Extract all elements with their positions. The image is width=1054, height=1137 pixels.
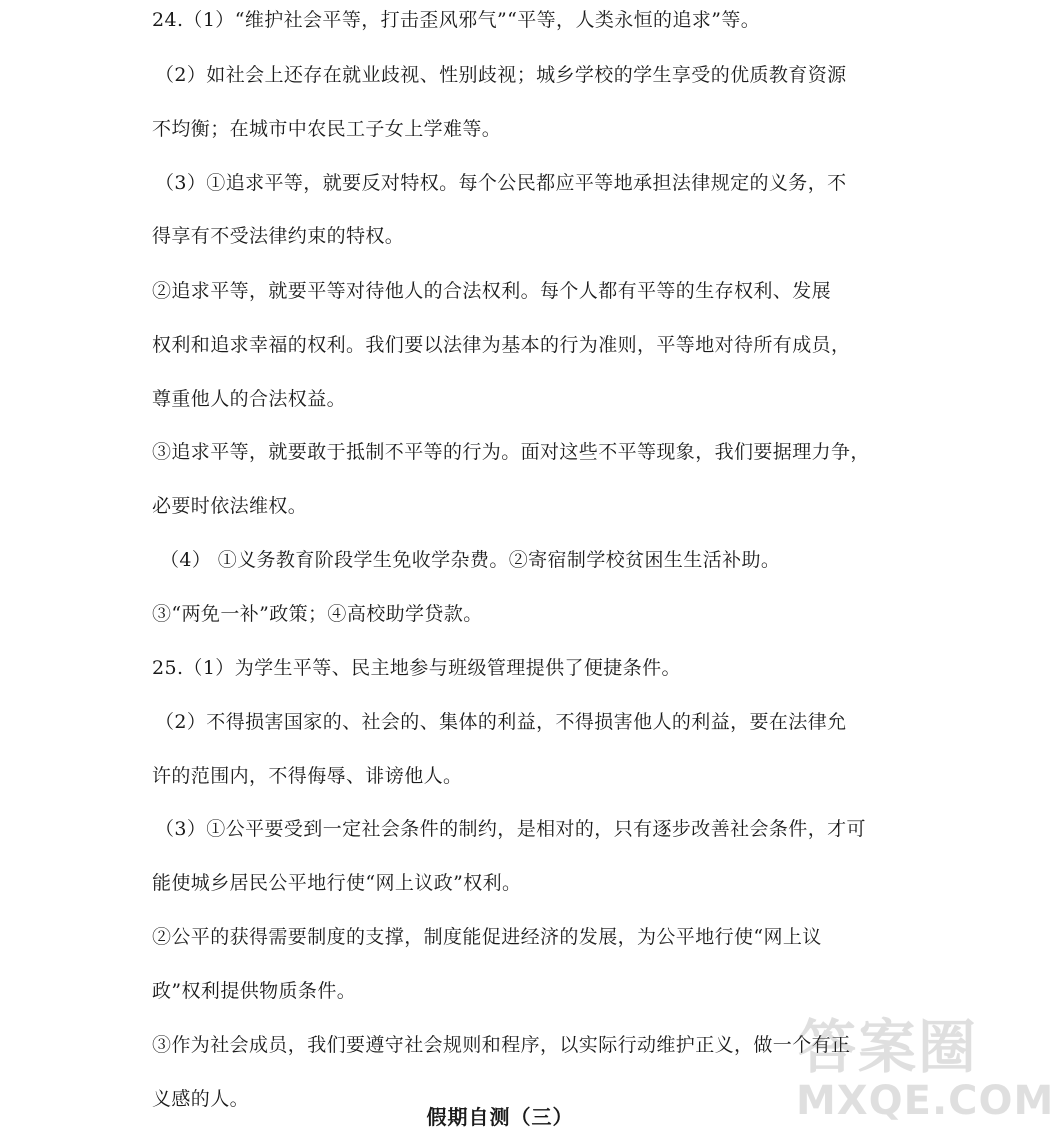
- answer-24-2-line2: 不均衡；在城市中农民工子女上学难等。: [152, 118, 502, 140]
- answer-24-3-point2-line3: 尊重他人的合法权益。: [152, 388, 347, 410]
- answer-25-3-point2-line1: ②公平的获得需要制度的支撑，制度能促进经济的发展，为公平地行使“网上议: [152, 926, 822, 948]
- watermark-bottom-text: MXQE.COM: [796, 1078, 1054, 1124]
- answer-24-1: 24.（1）“维护社会平等，打击歪风邪气”“平等，人类永恒的追求”等。: [152, 9, 761, 31]
- answer-25-3-point2-line2: 政”权利提供物质条件。: [152, 980, 357, 1002]
- answer-25-3-point3-line1: ③作为社会成员，我们要遵守社会规则和程序，以实际行动维护正义，做一个有正: [152, 1034, 851, 1056]
- answer-25-2-line1: （2）不得损害国家的、社会的、集体的利益，不得损害他人的利益，要在法律允: [155, 711, 847, 733]
- page-footer-title: 假期自测（三）: [426, 1105, 574, 1129]
- answer-25-3-line1: （3）①公平要受到一定社会条件的制约，是相对的，只有逐步改善社会条件，才可: [155, 818, 866, 840]
- answer-24-3-line1: （3）①追求平等，就要反对特权。每个公民都应平等地承担法律规定的义务，不: [155, 172, 847, 194]
- answer-25-1: 25.（1）为学生平等、民主地参与班级管理提供了便捷条件。: [152, 657, 681, 679]
- answer-24-3-point3-line2: 必要时依法维权。: [152, 495, 308, 517]
- watermark-logo: [790, 1000, 1054, 1132]
- answer-24-3-line2: 得享有不受法律约束的特权。: [152, 225, 405, 247]
- answer-24-3-point3-line1: ③追求平等，就要敢于抵制不平等的行为。面对这些不平等现象，我们要据理力争，: [152, 441, 870, 463]
- answer-25-3-point3-line2: 义感的人。: [152, 1088, 250, 1110]
- answer-25-2-line2: 许的范围内，不得侮辱、诽谤他人。: [152, 765, 463, 787]
- answer-25-3-line2: 能使城乡居民公平地行使“网上议政”权利。: [152, 872, 522, 894]
- answer-24-3-point2-line1: ②追求平等，就要平等对待他人的合法权利。每个人都有平等的生存权利、发展: [152, 280, 832, 302]
- answer-24-4-line2: ③“两免一补”政策；④高校助学贷款。: [152, 603, 483, 625]
- answer-24-3-point2-line2: 权利和追求幸福的权利。我们要以法律为基本的行为准则，平等地对待所有成员，: [152, 334, 851, 356]
- answer-24-4-line1: （4） ①义务教育阶段学生免收学杂费。②寄宿制学校贫困生生活补助。: [160, 549, 781, 571]
- watermark-top-text: 答案圈: [798, 1013, 979, 1081]
- answer-24-2-line1: （2）如社会上还存在就业歧视、性别歧视；城乡学校的学生享受的优质教育资源: [155, 64, 847, 86]
